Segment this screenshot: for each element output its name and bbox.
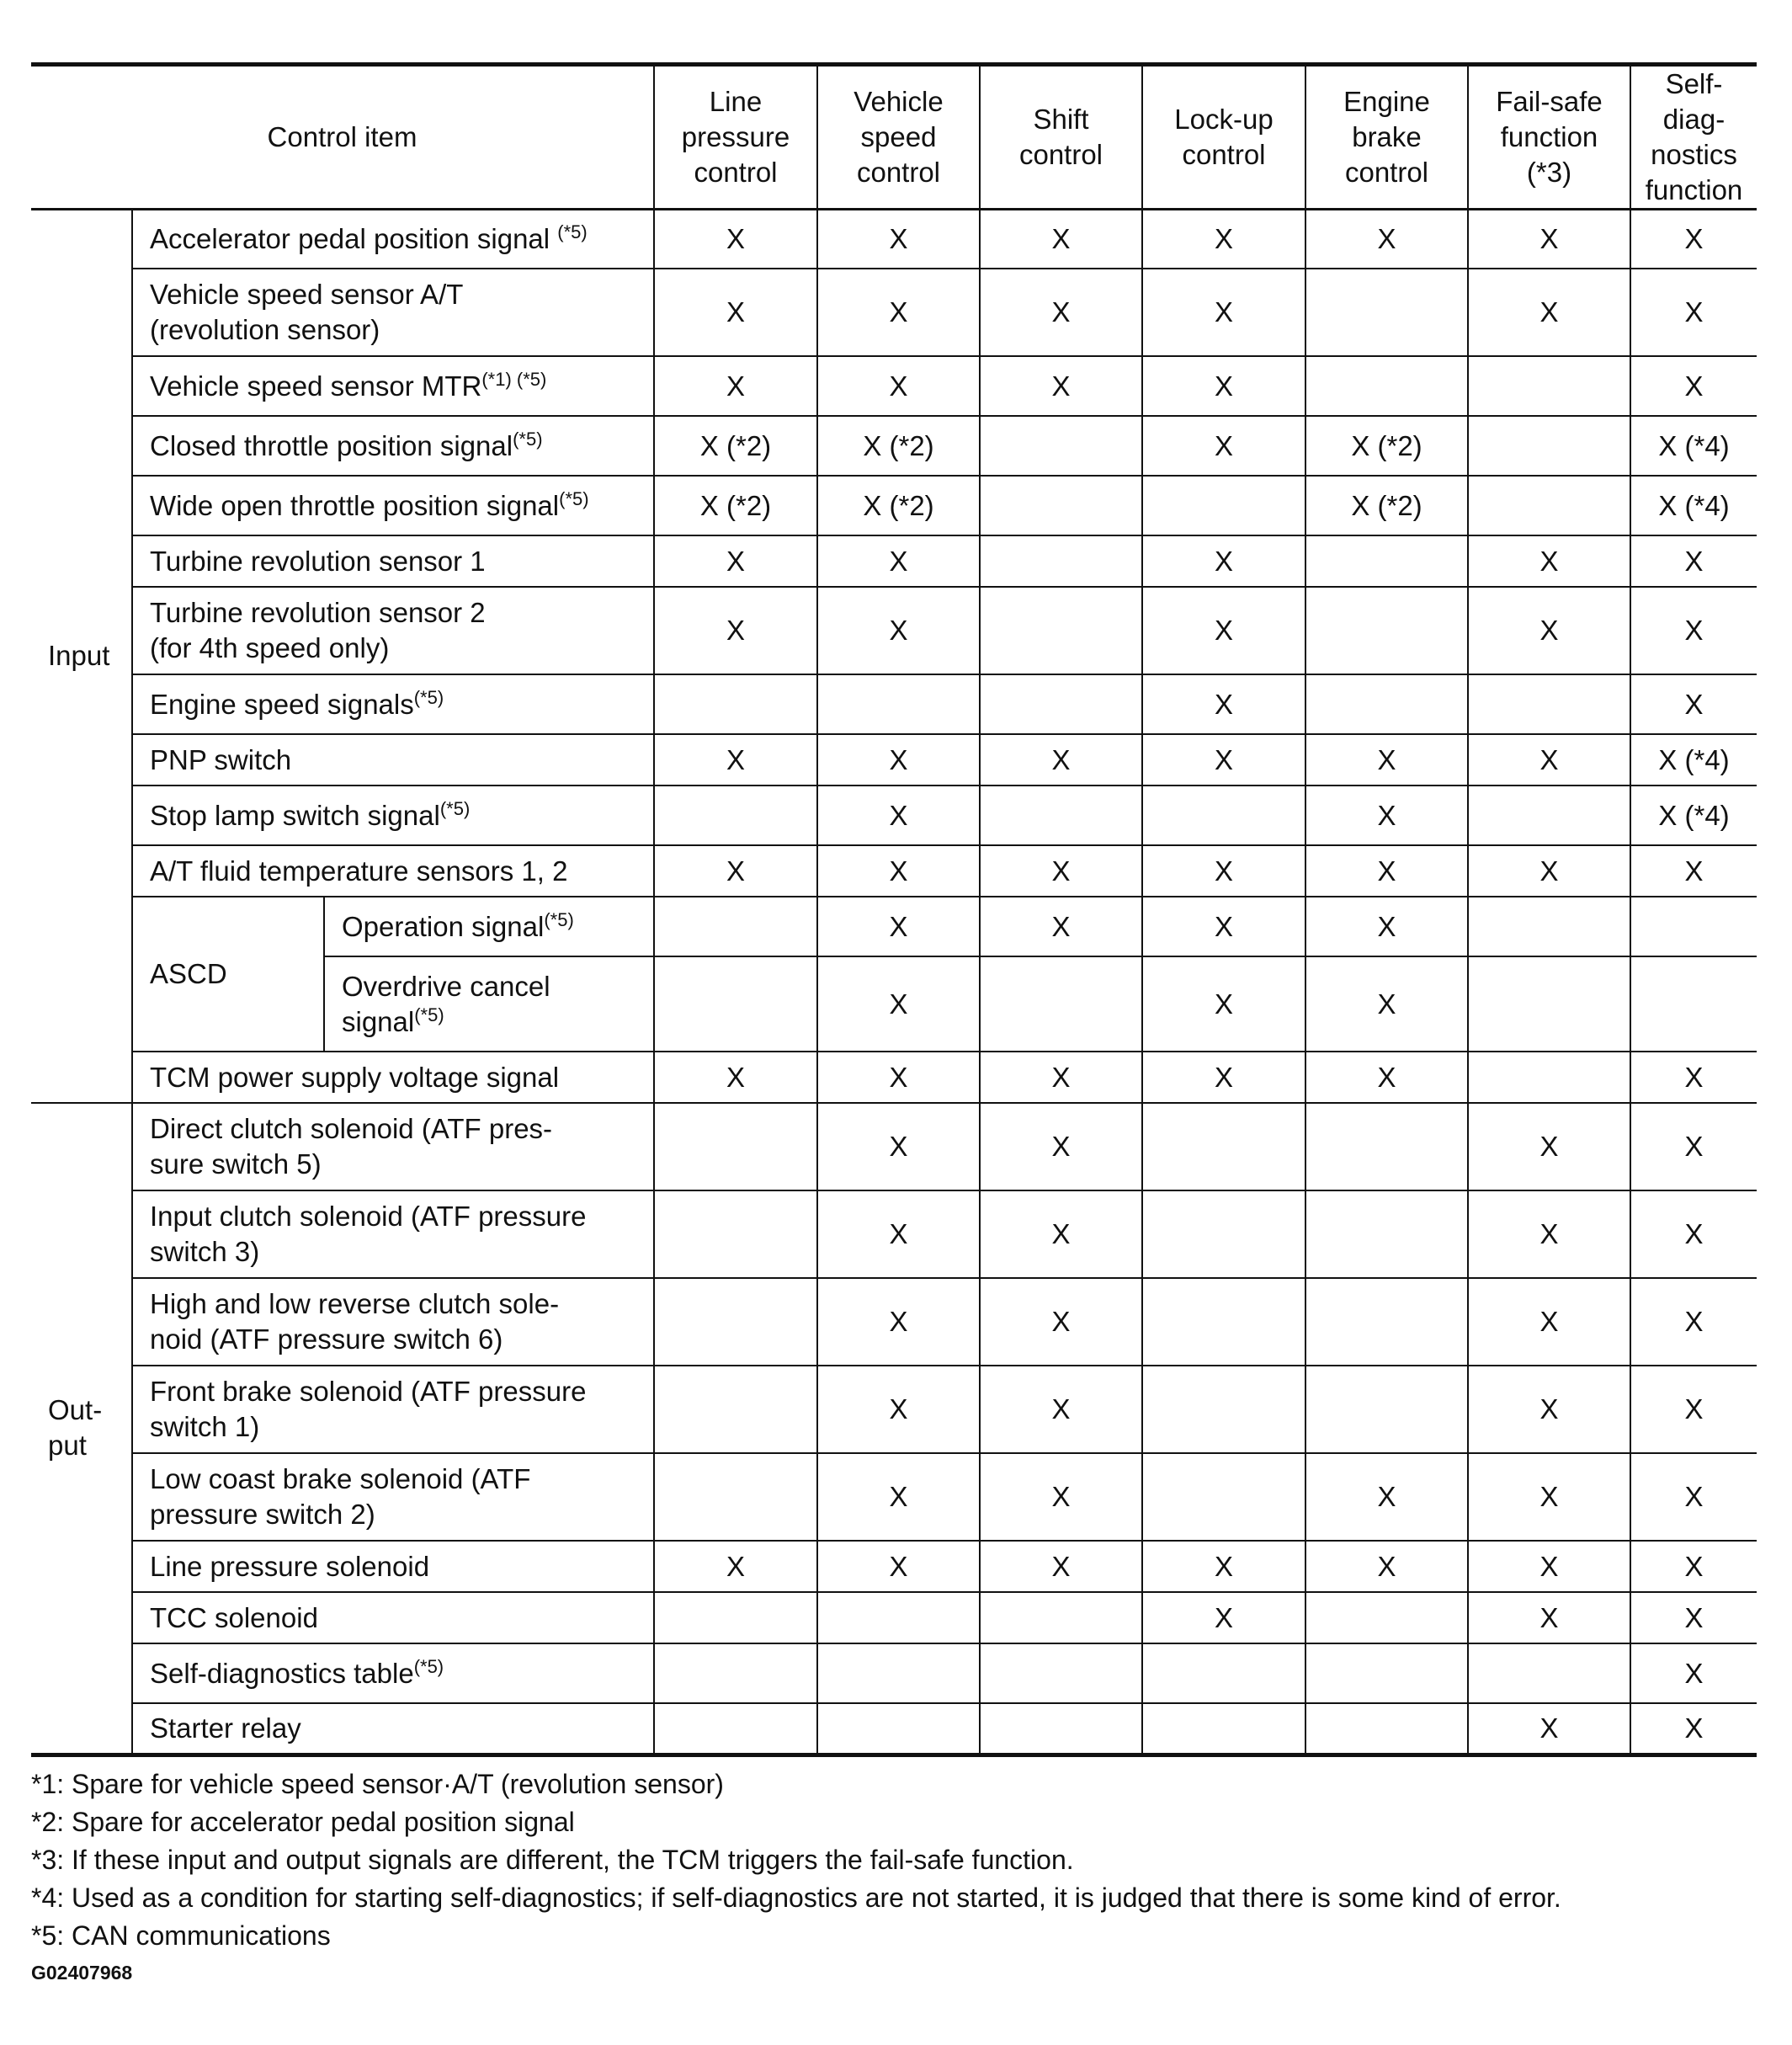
cell-value: X (*4) [1630, 734, 1757, 786]
cell-value: X [1142, 1541, 1305, 1592]
row-item-label: Operation signal$^{(*5)}$ [324, 897, 654, 956]
table-row [31, 897, 1757, 956]
cell-value: X [654, 587, 817, 674]
cell-value: X [1468, 1103, 1630, 1190]
cell-value: X [654, 356, 817, 416]
cell-value: X (*4) [1630, 416, 1757, 476]
cell-value [817, 1592, 980, 1643]
cell-value: X [817, 734, 980, 786]
cell-value: X (*2) [1305, 416, 1468, 476]
cell-value [1468, 956, 1630, 1052]
cell-value [654, 1366, 817, 1453]
cell-value [654, 956, 817, 1052]
cell-value: X [817, 356, 980, 416]
cell-value: X [1630, 269, 1757, 356]
header-shift: Shift control [980, 65, 1142, 210]
cell-value: X [1630, 674, 1757, 734]
cell-value [1630, 897, 1757, 956]
cell-value: X (*4) [1630, 476, 1757, 535]
cell-value [654, 1592, 817, 1643]
cell-value [980, 674, 1142, 734]
table-row [31, 1453, 1757, 1541]
cell-value [654, 674, 817, 734]
cell-value: X [1630, 356, 1757, 416]
group-ascd: ASCD [132, 897, 324, 1052]
cell-value: X [1630, 1541, 1757, 1592]
cell-value: X [1142, 674, 1305, 734]
cell-value: X [1468, 587, 1630, 674]
cell-value [654, 1703, 817, 1755]
cell-value: X [1630, 1592, 1757, 1643]
cell-value: X [1630, 1052, 1757, 1103]
cell-value [1305, 1643, 1468, 1703]
cell-value: X (*2) [1305, 476, 1468, 535]
cell-value [980, 416, 1142, 476]
row-item-label: Input clutch solenoid (ATF pressure switch 3) [132, 1190, 654, 1278]
cell-value [1468, 786, 1630, 845]
cell-value: X [1630, 209, 1757, 269]
row-item-label: A/T fluid temperature sensors 1, 2 [132, 845, 654, 897]
cell-value: X [817, 1052, 980, 1103]
group-output: Out- put [31, 1103, 132, 1755]
cell-value: X [1468, 1190, 1630, 1278]
table-row [31, 1366, 1757, 1453]
group-input: Input [31, 209, 132, 1103]
cell-value [817, 1703, 980, 1755]
footnote: *1: Spare for vehicle speed sensor·A/T (revolution sensor) [31, 1768, 724, 1799]
cell-value [1468, 1052, 1630, 1103]
table-row [31, 845, 1757, 897]
cell-value: X [980, 1366, 1142, 1453]
header-engine-brake: Engine brake control [1305, 65, 1468, 210]
cell-value: X [817, 1103, 980, 1190]
cell-value: X [1142, 416, 1305, 476]
cell-value: X [1630, 845, 1757, 897]
cell-value: X [1142, 1052, 1305, 1103]
header-line-pressure: Line pressure control [654, 65, 817, 210]
table-row [31, 1052, 1757, 1103]
cell-value [654, 786, 817, 845]
row-item-label: TCC solenoid [132, 1592, 654, 1643]
cell-value: X [1468, 1453, 1630, 1541]
table-row [31, 734, 1757, 786]
cell-value [1142, 1278, 1305, 1366]
cell-value: X (*2) [817, 476, 980, 535]
table-row [31, 1541, 1757, 1592]
cell-value: X [1142, 734, 1305, 786]
row-item-label: Stop lamp switch signal$^{(*5)}$ [132, 786, 654, 845]
cell-value: X [980, 1103, 1142, 1190]
cell-value: X [817, 587, 980, 674]
cell-value [654, 1103, 817, 1190]
cell-value: X [1630, 1703, 1757, 1755]
cell-value [1305, 269, 1468, 356]
cell-value: X [654, 1052, 817, 1103]
cell-value: X [1305, 845, 1468, 897]
cell-value: X [980, 209, 1142, 269]
cell-value [1142, 476, 1305, 535]
row-item-label: Direct clutch solenoid (ATF pres- sure switch 5) [132, 1103, 654, 1190]
cell-value [1142, 1190, 1305, 1278]
header-failsafe: Fail-safe function (*3) [1468, 65, 1630, 210]
table-row [31, 587, 1757, 674]
footnote-ref: (*5) [413, 1655, 444, 1677]
cell-value [1305, 587, 1468, 674]
cell-value: X [1305, 1453, 1468, 1541]
table-row [31, 1103, 1757, 1190]
cell-value: X [817, 1366, 980, 1453]
cell-value: X [654, 734, 817, 786]
row-item-label: Overdrive cancel signal$^{(*5)}$ [324, 956, 654, 1052]
cell-value [1305, 1592, 1468, 1643]
cell-value [1468, 416, 1630, 476]
cell-value: X [654, 209, 817, 269]
table-row [31, 786, 1757, 845]
footnote-ref: (*1) (*5) [481, 368, 547, 390]
cell-value: X [1468, 209, 1630, 269]
cell-value: X [817, 897, 980, 956]
footnote-ref: (*5) [413, 686, 444, 708]
cell-value: X [1468, 734, 1630, 786]
cell-value: X [1630, 1190, 1757, 1278]
footnote-ref: (*5) [544, 908, 574, 930]
row-item-label: Closed throttle position signal$^{(*5)}$ [132, 416, 654, 476]
footnote: *3: If these input and output signals are different, the TCM triggers the fail-safe function. [31, 1844, 1074, 1875]
cell-value: X [654, 845, 817, 897]
cell-value: X [654, 535, 817, 587]
cell-value: X [817, 956, 980, 1052]
cell-value [1630, 956, 1757, 1052]
footnotes [31, 1765, 1757, 1955]
cell-value [654, 1278, 817, 1366]
row-item-label: Engine speed signals$^{(*5)}$ [132, 674, 654, 734]
header-row [31, 65, 1757, 210]
cell-value: X [980, 897, 1142, 956]
cell-value: X [1468, 1592, 1630, 1643]
footnote-ref: (*5) [557, 221, 588, 242]
cell-value: X [980, 1278, 1142, 1366]
table-row [31, 356, 1757, 416]
cell-value [980, 476, 1142, 535]
cell-value: X [980, 1541, 1142, 1592]
cell-value [980, 1643, 1142, 1703]
cell-value: X [1142, 209, 1305, 269]
table-row [31, 1592, 1757, 1643]
cell-value: X (*2) [654, 416, 817, 476]
cell-value [1305, 1103, 1468, 1190]
cell-value: X [1630, 1643, 1757, 1703]
row-item-label: High and low reverse clutch sole- noid (ATF pressure switch 6) [132, 1278, 654, 1366]
cell-value: X [817, 845, 980, 897]
cell-value: X [980, 734, 1142, 786]
cell-value [1468, 674, 1630, 734]
cell-value: X [1142, 356, 1305, 416]
cell-value [980, 587, 1142, 674]
cell-value: X [1305, 1052, 1468, 1103]
cell-value [654, 1453, 817, 1541]
row-item-label: Accelerator pedal position signal $^{(*5)}$ [132, 209, 654, 269]
cell-value [1142, 1703, 1305, 1755]
cell-value: X [817, 1453, 980, 1541]
cell-value: X [980, 1453, 1142, 1541]
cell-value [1142, 1643, 1305, 1703]
cell-value [1305, 1703, 1468, 1755]
footnote-ref: (*5) [414, 1004, 444, 1025]
cell-value [654, 1643, 817, 1703]
row-item-label: Self-diagnostics table$^{(*5)}$ [132, 1643, 654, 1703]
cell-value: X [817, 1190, 980, 1278]
cell-value: X [1468, 535, 1630, 587]
table-row [31, 1190, 1757, 1278]
control-item-table [31, 62, 1757, 1757]
row-item-label: PNP switch [132, 734, 654, 786]
footnote: *4: Used as a condition for starting self-diagnostics; if self-diagnostics are not started, it is judged that there is some kind of error. [31, 1882, 1561, 1913]
cell-value: X [654, 1541, 817, 1592]
footnote-ref: (*5) [559, 487, 589, 509]
cell-value [980, 1592, 1142, 1643]
cell-value: X [817, 269, 980, 356]
table-row [31, 1643, 1757, 1703]
footnote: *2: Spare for accelerator pedal position signal [31, 1806, 575, 1837]
header-selfdiag: Self-diag- nostics function [1630, 65, 1757, 210]
row-item-label: Turbine revolution sensor 2 (for 4th speed only) [132, 587, 654, 674]
cell-value [654, 897, 817, 956]
cell-value [1468, 476, 1630, 535]
cell-value: X [1305, 786, 1468, 845]
cell-value [817, 674, 980, 734]
row-item-label: Vehicle speed sensor A/T (revolution sensor) [132, 269, 654, 356]
cell-value: X [1142, 1592, 1305, 1643]
document-page [31, 62, 1757, 1984]
cell-value: X [817, 786, 980, 845]
cell-value: X [1468, 1541, 1630, 1592]
cell-value [817, 1643, 980, 1703]
cell-value [980, 535, 1142, 587]
cell-value: X [980, 1052, 1142, 1103]
cell-value: X [1142, 897, 1305, 956]
table-row [31, 674, 1757, 734]
cell-value: X [1142, 956, 1305, 1052]
table-row [31, 1703, 1757, 1755]
cell-value [1468, 897, 1630, 956]
cell-value: X [1468, 1703, 1630, 1755]
footnote-ref: (*5) [439, 797, 471, 819]
cell-value [980, 956, 1142, 1052]
cell-value: X [1305, 1541, 1468, 1592]
row-item-label: Front brake solenoid (ATF pressure switch 1) [132, 1366, 654, 1453]
cell-value: X [1630, 1366, 1757, 1453]
cell-value: X [1142, 535, 1305, 587]
cell-value [1142, 786, 1305, 845]
cell-value: X [817, 209, 980, 269]
row-item-label: Turbine revolution sensor 1 [132, 535, 654, 587]
cell-value: X [1142, 269, 1305, 356]
cell-value [1305, 1190, 1468, 1278]
header-lockup: Lock-up control [1142, 65, 1305, 210]
table-row [31, 269, 1757, 356]
cell-value [1468, 356, 1630, 416]
cell-value: X [817, 1541, 980, 1592]
cell-value: X [980, 845, 1142, 897]
cell-value: X [980, 269, 1142, 356]
cell-value: X [980, 1190, 1142, 1278]
cell-value [1305, 535, 1468, 587]
table-row [31, 535, 1757, 587]
cell-value [980, 1703, 1142, 1755]
cell-value: X [1630, 535, 1757, 587]
cell-value: X [817, 535, 980, 587]
cell-value [654, 1190, 817, 1278]
cell-value [1305, 356, 1468, 416]
cell-value: X [654, 269, 817, 356]
row-item-label: Wide open throttle position signal$^{(*5)}$ [132, 476, 654, 535]
footnote-ref: (*5) [513, 428, 543, 450]
cell-value: X [1630, 1453, 1757, 1541]
cell-value [1142, 1453, 1305, 1541]
row-item-label: TCM power supply voltage signal [132, 1052, 654, 1103]
cell-value: X [1305, 897, 1468, 956]
cell-value [1142, 1103, 1305, 1190]
cell-value: X (*4) [1630, 786, 1757, 845]
row-item-label: Line pressure solenoid [132, 1541, 654, 1592]
cell-value: X [1142, 587, 1305, 674]
cell-value: X [1468, 845, 1630, 897]
cell-value [980, 786, 1142, 845]
table-row [31, 416, 1757, 476]
row-item-label: Low coast brake solenoid (ATF pressure switch 2) [132, 1453, 654, 1541]
cell-value: X [1468, 1278, 1630, 1366]
figure-code: G02407968 [31, 1961, 133, 1984]
cell-value [1142, 1366, 1305, 1453]
cell-value: X [1305, 209, 1468, 269]
row-item-label: Starter relay [132, 1703, 654, 1755]
cell-value [1305, 1366, 1468, 1453]
cell-value: X [1468, 269, 1630, 356]
cell-value [1468, 1643, 1630, 1703]
cell-value [1305, 674, 1468, 734]
table-row [31, 1278, 1757, 1366]
cell-value: X [980, 356, 1142, 416]
table-row [31, 476, 1757, 535]
cell-value: X [1305, 956, 1468, 1052]
cell-value: X (*2) [817, 416, 980, 476]
header-vehicle-speed: Vehicle speed control [817, 65, 980, 210]
footnote: *5: CAN communications [31, 1920, 331, 1951]
cell-value: X [1305, 734, 1468, 786]
cell-value: X [817, 1278, 980, 1366]
cell-value: X [1630, 1103, 1757, 1190]
cell-value: X [1630, 1278, 1757, 1366]
cell-value: X (*2) [654, 476, 817, 535]
cell-value [1305, 1278, 1468, 1366]
cell-value: X [1468, 1366, 1630, 1453]
header-control-item: Control item [31, 65, 654, 210]
cell-value: X [1630, 587, 1757, 674]
table-row [31, 209, 1757, 269]
cell-value: X [1142, 845, 1305, 897]
row-item-label: Vehicle speed sensor $MTR^{(*1) (*5)}$ [132, 356, 654, 416]
